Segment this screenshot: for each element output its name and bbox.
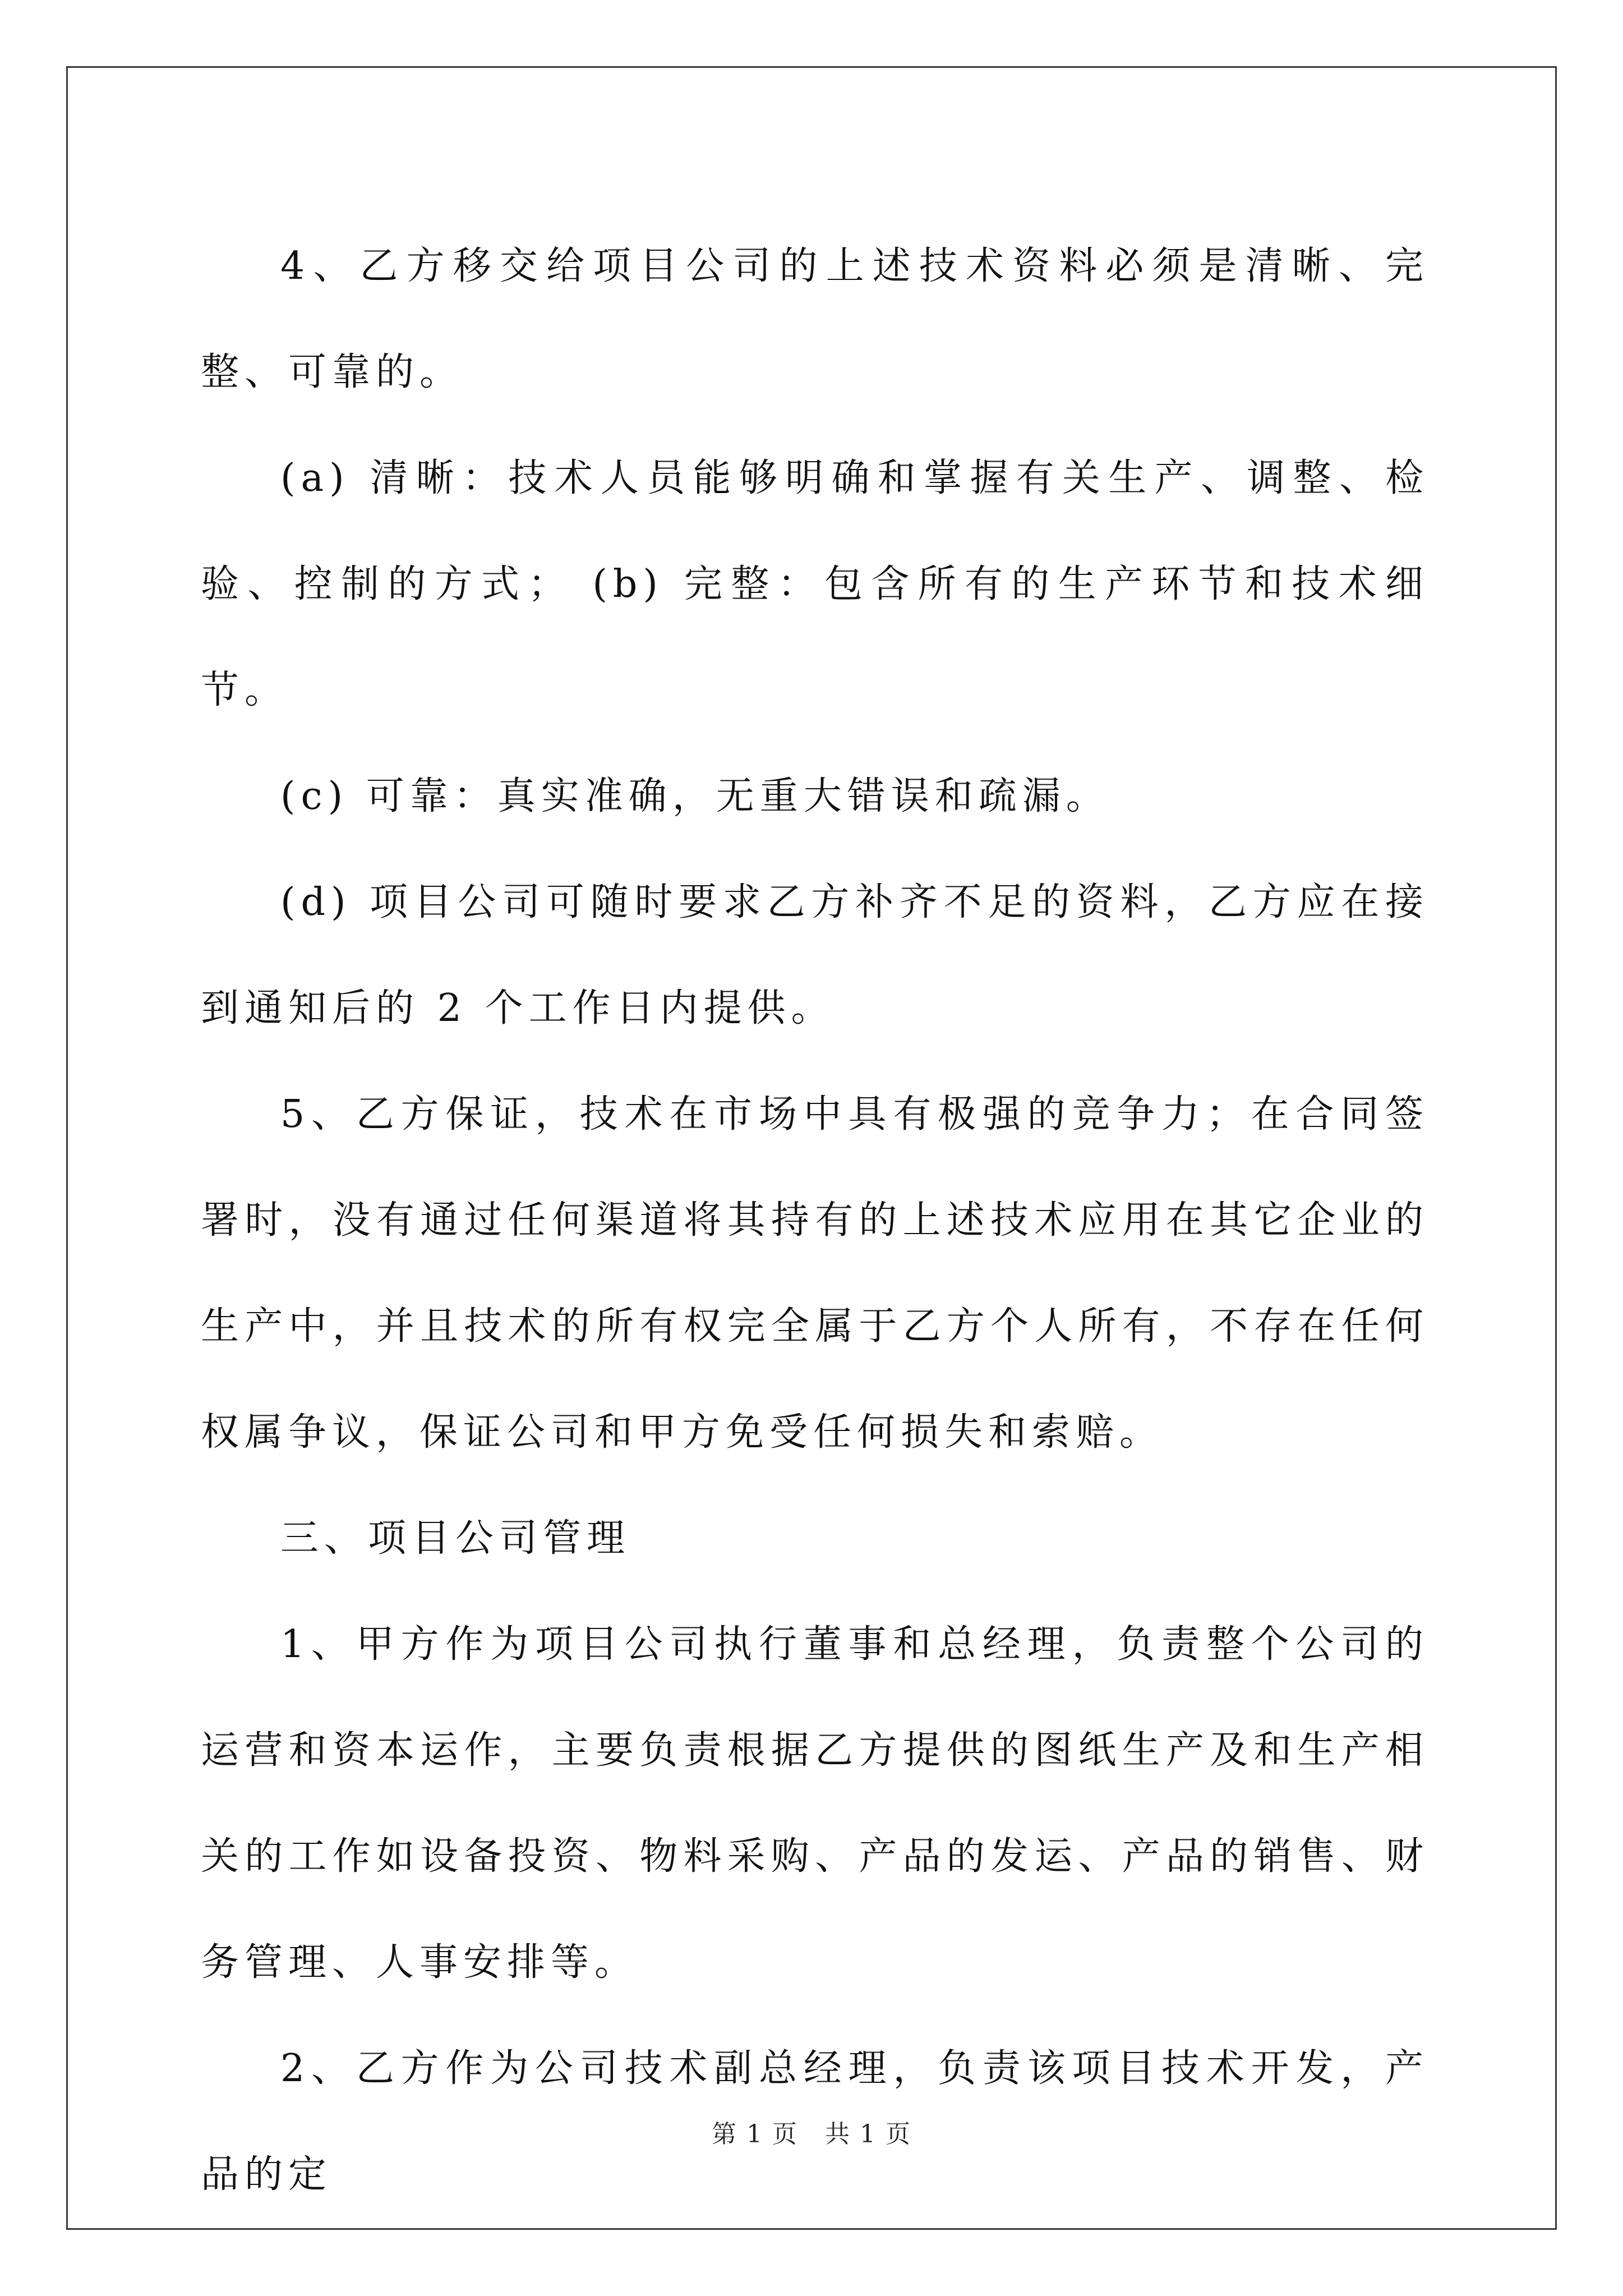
paragraph-clause-4d: (d) 项目公司可随时要求乙方补齐不足的资料，乙方应在接到通知后的 2 个工作日内提供。 (201, 880, 1429, 1030)
paragraph-clause-4a-4b: (a) 清晰：技术人员能够明确和掌握有关生产、调整、检验、控制的方式； (b) 完整：包含所有的生产环节和技术细节。 (201, 456, 1429, 712)
paragraph-section3-clause-2: 2、乙方作为公司技术副总经理，负责该项目技术开发，产品的定 (201, 2046, 1429, 2197)
paragraph-clause-5: 5、乙方保证，技术在市场中具有极强的竞争力；在合同签署时，没有通过任何渠道将其持有的上述技术应用在其它企业的生产中，并且技术的所有权完全属于乙方个人所有，不存在任何权属争议，保证公司和甲方免受任何损失和索赔。 (201, 1092, 1429, 1455)
page-number: 第 1 页 (712, 2120, 798, 2148)
document-body (201, 213, 1429, 2228)
page-footer (0, 2114, 1623, 2150)
section-heading-3: 三、项目公司管理 (280, 1516, 631, 1561)
paragraph-section3-clause-1: 1、甲方作为项目公司执行董事和总经理，负责整个公司的运营和资本运作，主要负责根据乙方提供的图纸生产及和生产相关的工作如设备投资、物料采购、产品的发运、产品的销售、财务管理、人事安排等。 (201, 1622, 1429, 1985)
paragraph-clause-4c: (c) 可靠：真实准确，无重大错误和疏漏。 (280, 774, 1110, 818)
paragraph-clause-4: 4、乙方移交给项目公司的上述技术资料必须是清晰、完整、可靠的。 (201, 244, 1429, 394)
page-total: 共 1 页 (825, 2120, 911, 2148)
